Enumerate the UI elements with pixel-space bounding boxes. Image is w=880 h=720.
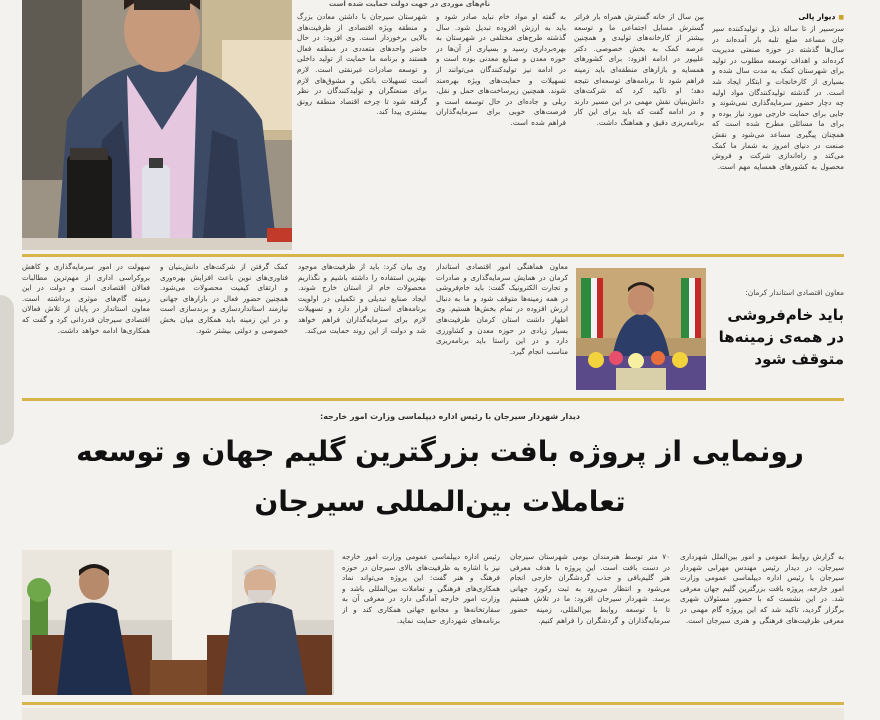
speaker-illustration (576, 268, 706, 390)
page-bottom-strip (22, 708, 844, 720)
main-photo-meeting (22, 550, 334, 695)
divider-top (22, 254, 844, 257)
main-column-2: ۷۰ متر توسط هنرمندان بومی شهرستان سیرجان در دست بافت است. این پروژه با هدف معرفی هنر گلیم‌بافی و جذب گردشگران خارجی انجام می‌شود و انتظار می‌رود به ثبت رکورد جهانی برسد. شهردار سیرجان افزود: ما در تلاش هستیم تا با توسعه روابط بین‌المللی، زمینه حضور سرمایه‌گذاران و گردشگران را فراهم کنیم. (510, 552, 670, 625)
sidebar-kicker: معاون اقتصادی استاندار کرمان: (745, 288, 844, 297)
top-column-heading: ■ دیوار پالی (740, 12, 844, 23)
divider-bottom (22, 702, 844, 705)
side-scroll-tab[interactable] (0, 295, 14, 445)
mid-column-4: معاون هماهنگی امور اقتصادی استاندار کرمان در همایش سرمایه‌گذاری و صادرات و تجارت الکترونیک گفت: باید خام‌فروشی در همه زمینه‌ها متوقف شود و ما به دنبال ارزش افزوده در تمام بخش‌ها هستیم. وی اظهار داشت استان کرمان ظرفیت‌های بسیار زیادی در حوزه معدن و کشاورزی دارد و در این راستا باید برنامه‌ریزی مناسب انجام گیرد. (436, 262, 568, 356)
mid-column-2: کمک گرفتن از شرکت‌های دانش‌بنیان و فناوری‌های نوین باعث افزایش بهره‌وری و ارتقای کیفیت محصولات می‌شود. همچنین حضور فعال در بازارهای جهانی نیازمند استانداردسازی و برندسازی است و در این زمینه باید همکاری میان بخش خصوصی و دولتی بیشتر شود. (160, 262, 288, 335)
mid-column-1: سهولت در امور سرمایه‌گذاری و کاهش بروکراسی اداری از مهم‌ترین مطالبات فعالان اقتصادی است و دولت در این زمینه گام‌های موثری برداشته است. معاون استاندار در پایان از تلاش فعالان اقتصادی سیرجان قدردانی کرد و گفت که همکاری‌ها ادامه خواهد داشت. (22, 262, 150, 335)
mid-photo-speaker (576, 268, 706, 390)
main-headline-line1: رونمایی از پروژه بافت بزرگترین گلیم جهان و توسعه (76, 435, 804, 468)
meeting-illustration (22, 550, 334, 695)
main-article-kicker: دیدار شهردار سیرجان با رئیس اداره دیپلماسی وزارت امور خارجه: (320, 412, 580, 421)
main-column-1: رئیس اداره دیپلماسی عمومی وزارت امور خارجه نیز با اشاره به ظرفیت‌های بالای سیرجان در حوزه فرهنگ و هنر گفت: این پروژه می‌تواند نماد همکاری‌های فرهنگی و تعاملات بین‌المللی باشد و وزارت امور خارجه آمادگی دارد در معرفی آن به سفارتخانه‌ها و مجامع جهانی همکاری کند و از برنامه‌های شهرداری حمایت نماید. (342, 552, 500, 625)
sidebar-title: باید خام‌فروشی در همه‌ی زمینه‌ها متوقف شود (718, 306, 844, 368)
mid-column-3: وی بیان کرد: باید از ظرفیت‌های موجود بهترین استفاده را داشته باشیم و نگذاریم محصولات خام از استان خارج شوند. ایجاد صنایع تبدیلی و تکمیلی در اولویت برنامه‌های استان قرار دارد و تسهیلات لازم برای سرمایه‌گذاران فراهم خواهد شد و دولت از این روند حمایت می‌کند. (298, 262, 426, 335)
divider-middle (22, 398, 844, 401)
top-photo-man (22, 0, 292, 250)
main-column-3: به گزارش روابط عمومی و امور بین‌الملل شهرداری سیرجان، در دیدار رئیس مهندس مهرابی شهردار سیرجان با رئیس اداره دیپلماسی عمومی وزارت امور خارجه، پروژه بافت بزرگترین گلیم جهان معرفی شد. در این نشست که با حضور مسئولان شهری برگزار گردید، تاکید شد که این پروژه گام مهمی در معرفی ظرفیت‌های فرهنگی و هنری سیرجان است. (680, 552, 844, 625)
main-headline-line2: تعاملات بین‌المللی سیرجان (254, 485, 626, 518)
top-column-3: بین سال از خانه گسترش همراه بار فراتر گسترش مسایل اجتماعی ما و توسعه بیشتر از کارخانه‌های تولیدی و همچنین عرصه کمک به بخش خصوصی. دکتر علیپور در ادامه افزود: برای کشورهای همسایه و بازارهای منطقه‌ای باید زمینه فراهم شود تا برنامه‌های توسعه‌ای نتیجه دهد؛ او تاکید کرد که شرکت‌های دانش‌بنیان نقش مهمی در این مسیر دارند و در ادامه گفت که باید برای این کار برنامه‌ریزی دقیق و هماهنگ داشت. (574, 12, 704, 127)
top-column-2: به گفته او مواد خام نباید صادر شود و باید به ارزش افزوده تبدیل شود. سال گذشته طرح‌های مختلفی در شهرستان به بهره‌برداری رسید و بسیاری از آن‌ها در حوزه معدن و صنایع معدنی بوده است و در ادامه نیز تولیدکنندگان می‌توانند از تسهیلات و حمایت‌های ویژه بهره‌مند شوند. همچنین زیرساخت‌های حمل و نقل، ریلی و جاده‌ای در حال توسعه است و فرصت‌های خوبی برای سرمایه‌گذاران فراهم شده است. (436, 12, 566, 127)
top-column-1: شهرستان سیرجان با داشتن معادن بزرگ و منطقه ویژه اقتصادی از ظرفیت‌های بالایی برخوردار است. وی افزود: در حال حاضر واحدهای متعددی در منطقه فعال هستند و برنامه ما حمایت از تولید داخلی و توسعه صادرات غیرنفتی است. لازم است تسهیلات بانکی و مشوق‌های لازم برای صنعتگران و تولیدکنندگان در نظر گرفته شود تا چرخه اقتصاد منطقه رونق بیشتری پیدا کند. (297, 12, 427, 117)
top-column-4: سرسبیر از تا ساله ذیل و تولیدکننده سیر جان مساعد ضلع تلبه بار آمده‌اند در سال‌ها گذشته در حوزه صنعتی مدیریت کرده‌اند و اهداف توسعه مطلوب در تولید برای شهرستان کمک به مدت سال شده و بسیاری از کارخانجات و ابتکار ایجاد شد است. در گذشته تولیدکنندگان مواد اولیه چه دچار حضور سرمایه‌گذاری نمی‌شوند و جایی برای حمایت خارجی مورد نیاز بوده و برای ما مسائلی مطرح شده است که همچنان پیگیری مساعد می‌شود و نقش صنعت در دنیای امروز به شمار ما کمک می‌کند و راه‌اندازی شرکت و فروش محصول به کشورهای همسایه مهم است. (712, 24, 844, 171)
top-caption: نام‌های موردی در جهت دولت حمایت شده است (329, 0, 490, 8)
man-portrait-illustration (22, 0, 292, 250)
